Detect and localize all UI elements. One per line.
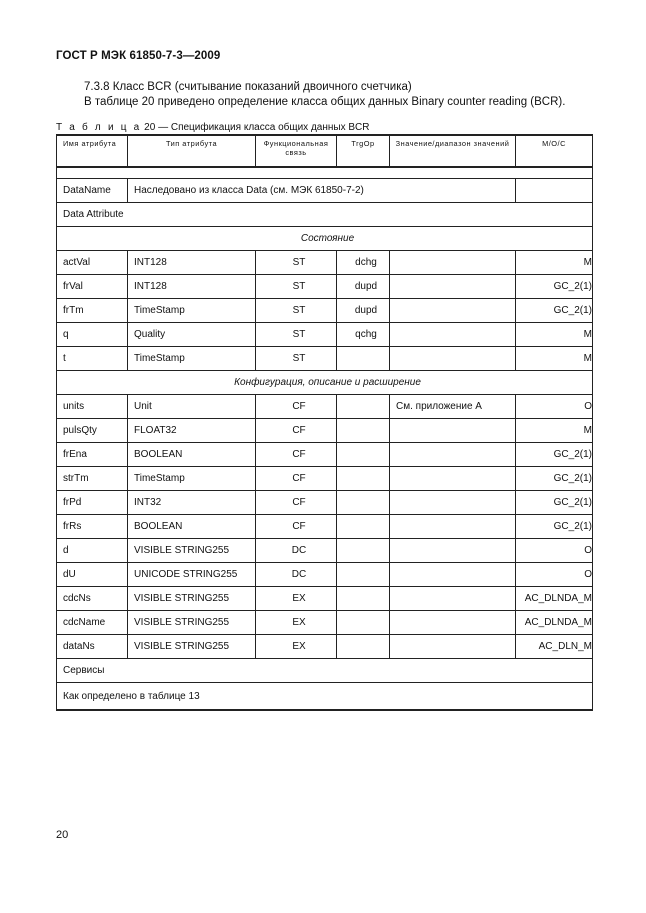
table-row bbox=[57, 419, 593, 443]
attribute-name-cell: d bbox=[57, 539, 128, 563]
table-row bbox=[57, 491, 593, 515]
attribute-name-cell: frPd bbox=[57, 491, 128, 515]
moc-cell: M bbox=[516, 251, 593, 275]
intro-text bbox=[84, 80, 565, 110]
trgop-cell bbox=[337, 419, 390, 443]
attribute-name-cell: frRs bbox=[57, 515, 128, 539]
attribute-type-cell: Quality bbox=[128, 323, 256, 347]
moc-cell: O bbox=[516, 563, 593, 587]
functional-constraint-cell: ST bbox=[256, 251, 337, 275]
attribute-type-cell: VISIBLE STRING255 bbox=[128, 587, 256, 611]
attribute-name-cell: cdcName bbox=[57, 611, 128, 635]
attribute-name-cell: cdcNs bbox=[57, 587, 128, 611]
attribute-type-cell: TimeStamp bbox=[128, 347, 256, 371]
col-header-moc: M/O/C bbox=[516, 135, 593, 167]
section-status-label: Состояние bbox=[57, 227, 593, 251]
trgop-cell bbox=[337, 491, 390, 515]
attribute-name-cell: actVal bbox=[57, 251, 128, 275]
table-row bbox=[57, 563, 593, 587]
table-row bbox=[57, 395, 593, 419]
col-header-fc: Функциональная связь bbox=[256, 135, 337, 167]
table-row bbox=[57, 299, 593, 323]
functional-constraint-cell: CF bbox=[256, 491, 337, 515]
attribute-type-cell: VISIBLE STRING255 bbox=[128, 611, 256, 635]
standard-header: ГОСТ Р МЭК 61850-7-3—2009 bbox=[56, 50, 221, 62]
services-label: Сервисы bbox=[57, 659, 593, 683]
functional-constraint-cell: EX bbox=[256, 611, 337, 635]
trgop-cell bbox=[337, 347, 390, 371]
moc-cell: O bbox=[516, 395, 593, 419]
trgop-cell bbox=[337, 635, 390, 659]
moc-cell: GC_2(1) bbox=[516, 467, 593, 491]
table-row bbox=[57, 515, 593, 539]
table-row bbox=[57, 347, 593, 371]
moc-cell: GC_2(1) bbox=[516, 515, 593, 539]
functional-constraint-cell: ST bbox=[256, 275, 337, 299]
functional-constraint-cell: DC bbox=[256, 539, 337, 563]
spacer-row bbox=[57, 167, 593, 179]
trgop-cell bbox=[337, 443, 390, 467]
value-range-cell: См. приложение А bbox=[390, 395, 516, 419]
section-config-label: Конфигурация, описание и расширение bbox=[57, 371, 593, 395]
attribute-type-cell: BOOLEAN bbox=[128, 515, 256, 539]
attribute-name-cell: t bbox=[57, 347, 128, 371]
attribute-name-cell: dataNs bbox=[57, 635, 128, 659]
table-row bbox=[57, 635, 593, 659]
moc-cell: AC_DLNDA_M bbox=[516, 611, 593, 635]
data-attribute-row bbox=[57, 203, 593, 227]
moc-cell: O bbox=[516, 539, 593, 563]
value-range-cell bbox=[390, 515, 516, 539]
attribute-type-cell: VISIBLE STRING255 bbox=[128, 635, 256, 659]
section-status-row bbox=[57, 227, 593, 251]
trgop-cell bbox=[337, 515, 390, 539]
page-number: 20 bbox=[56, 829, 69, 841]
value-range-cell bbox=[390, 251, 516, 275]
attribute-type-cell: UNICODE STRING255 bbox=[128, 563, 256, 587]
table-row bbox=[57, 539, 593, 563]
value-range-cell bbox=[390, 275, 516, 299]
bcr-spec-table bbox=[56, 134, 593, 711]
table-row bbox=[57, 251, 593, 275]
moc-cell: GC_2(1) bbox=[516, 443, 593, 467]
functional-constraint-cell: EX bbox=[256, 587, 337, 611]
table-row bbox=[57, 323, 593, 347]
caption-prefix: Т а б л и ц а bbox=[56, 122, 142, 133]
value-range-cell bbox=[390, 299, 516, 323]
col-header-trgop: TrgOp bbox=[337, 135, 390, 167]
dataname-moc-cell bbox=[516, 179, 593, 203]
intro-paragraph: В таблице 20 приведено определение класса общих данных Binary counter reading (BCR). bbox=[84, 96, 566, 108]
dataname-row bbox=[57, 179, 593, 203]
functional-constraint-cell: CF bbox=[256, 419, 337, 443]
attribute-type-cell: BOOLEAN bbox=[128, 443, 256, 467]
dataname-cell: DataName bbox=[57, 179, 128, 203]
functional-constraint-cell: DC bbox=[256, 563, 337, 587]
moc-cell: AC_DLNDA_M bbox=[516, 587, 593, 611]
value-range-cell bbox=[390, 347, 516, 371]
attribute-name-cell: pulsQty bbox=[57, 419, 128, 443]
attribute-type-cell: VISIBLE STRING255 bbox=[128, 539, 256, 563]
dataname-inherit-cell: Наследовано из класса Data (см. МЭК 61850-7-2) bbox=[128, 179, 516, 203]
trgop-cell: dchg bbox=[337, 251, 390, 275]
attribute-type-cell: INT128 bbox=[128, 275, 256, 299]
services-row bbox=[57, 659, 593, 683]
attribute-type-cell: INT32 bbox=[128, 491, 256, 515]
functional-constraint-cell: CF bbox=[256, 395, 337, 419]
attribute-name-cell: strTm bbox=[57, 467, 128, 491]
moc-cell: GC_2(1) bbox=[516, 299, 593, 323]
trgop-cell bbox=[337, 611, 390, 635]
attribute-type-cell: Unit bbox=[128, 395, 256, 419]
value-range-cell bbox=[390, 587, 516, 611]
col-header-value: Значение/диапазон значений bbox=[390, 135, 516, 167]
functional-constraint-cell: ST bbox=[256, 347, 337, 371]
table-row bbox=[57, 467, 593, 491]
attribute-name-cell: frTm bbox=[57, 299, 128, 323]
value-range-cell bbox=[390, 323, 516, 347]
functional-constraint-cell: EX bbox=[256, 635, 337, 659]
trgop-cell: qchg bbox=[337, 323, 390, 347]
table-row bbox=[57, 275, 593, 299]
section-config-row bbox=[57, 371, 593, 395]
trgop-cell bbox=[337, 539, 390, 563]
moc-cell: GC_2(1) bbox=[516, 491, 593, 515]
col-header-name: Имя атрибута bbox=[57, 135, 128, 167]
table-caption bbox=[56, 122, 369, 133]
trgop-cell bbox=[337, 467, 390, 491]
moc-cell: AC_DLN_M bbox=[516, 635, 593, 659]
attribute-type-cell: INT128 bbox=[128, 251, 256, 275]
attribute-name-cell: units bbox=[57, 395, 128, 419]
value-range-cell bbox=[390, 491, 516, 515]
services-text-row bbox=[57, 683, 593, 711]
section-heading: 7.3.8 Класс BCR (считывание показаний двоичного счетчика) bbox=[84, 81, 412, 93]
services-text: Как определено в таблице 13 bbox=[57, 683, 593, 711]
value-range-cell bbox=[390, 443, 516, 467]
moc-cell: M bbox=[516, 323, 593, 347]
functional-constraint-cell: ST bbox=[256, 299, 337, 323]
trgop-cell bbox=[337, 563, 390, 587]
functional-constraint-cell: CF bbox=[256, 443, 337, 467]
attribute-type-cell: TimeStamp bbox=[128, 467, 256, 491]
attribute-name-cell: frEna bbox=[57, 443, 128, 467]
moc-cell: M bbox=[516, 347, 593, 371]
table-row bbox=[57, 587, 593, 611]
trgop-cell bbox=[337, 587, 390, 611]
value-range-cell bbox=[390, 635, 516, 659]
trgop-cell bbox=[337, 395, 390, 419]
caption-text: 20 — Спецификация класса общих данных BCR bbox=[144, 122, 370, 133]
table-row bbox=[57, 611, 593, 635]
functional-constraint-cell: ST bbox=[256, 323, 337, 347]
moc-cell: M bbox=[516, 419, 593, 443]
value-range-cell bbox=[390, 467, 516, 491]
table-header-row bbox=[57, 135, 593, 167]
value-range-cell bbox=[390, 611, 516, 635]
col-header-type: Тип атрибута bbox=[128, 135, 256, 167]
attribute-type-cell: TimeStamp bbox=[128, 299, 256, 323]
trgop-cell: dupd bbox=[337, 275, 390, 299]
table-row bbox=[57, 443, 593, 467]
data-attribute-label: Data Attribute bbox=[57, 203, 593, 227]
value-range-cell bbox=[390, 563, 516, 587]
functional-constraint-cell: CF bbox=[256, 515, 337, 539]
value-range-cell bbox=[390, 419, 516, 443]
functional-constraint-cell: CF bbox=[256, 467, 337, 491]
moc-cell: GC_2(1) bbox=[516, 275, 593, 299]
value-range-cell bbox=[390, 539, 516, 563]
attribute-name-cell: frVal bbox=[57, 275, 128, 299]
attribute-type-cell: FLOAT32 bbox=[128, 419, 256, 443]
trgop-cell: dupd bbox=[337, 299, 390, 323]
attribute-name-cell: q bbox=[57, 323, 128, 347]
attribute-name-cell: dU bbox=[57, 563, 128, 587]
